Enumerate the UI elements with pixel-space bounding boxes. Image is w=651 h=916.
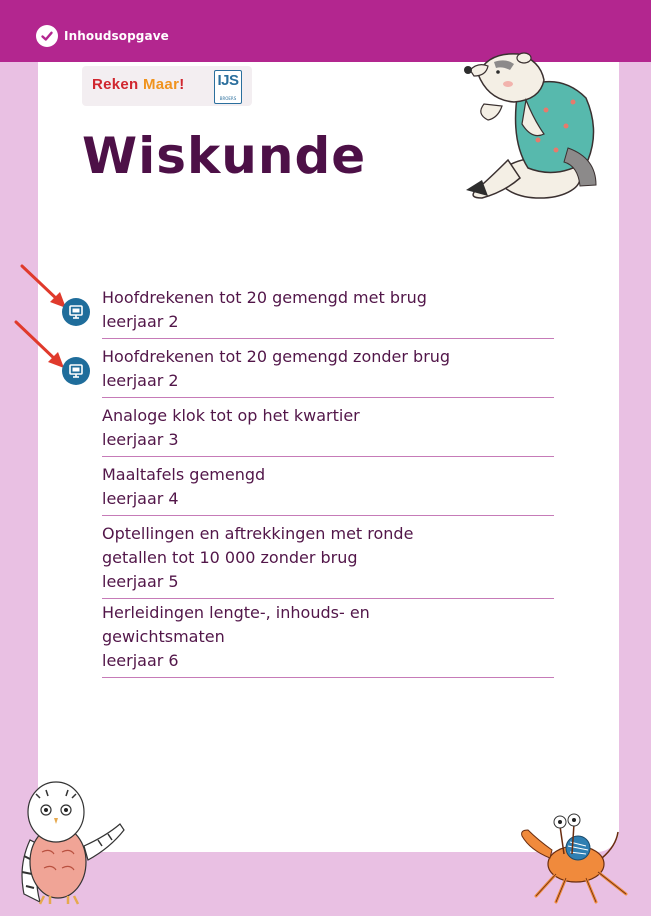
item-grade: leerjaar 5 [102, 572, 179, 591]
item-grade: leerjaar 3 [102, 430, 179, 449]
item-title: Optellingen en aftrekkingen met ronde getallen tot 10 000 zonder brug [102, 524, 414, 567]
item-title: Analoge klok tot op het kwartier [102, 406, 360, 425]
list-item[interactable] [102, 398, 554, 457]
lesson-list [102, 284, 554, 678]
table-of-contents-button[interactable] [36, 24, 169, 48]
publisher-logos [82, 66, 252, 106]
list-item[interactable] [102, 599, 432, 677]
list-item[interactable] [102, 339, 554, 398]
page-title: Wiskunde [82, 127, 367, 185]
item-title: Hoofdrekenen tot 20 gemengd zonder brug [102, 347, 451, 366]
item-grade: leerjaar 4 [102, 489, 179, 508]
list-item[interactable] [102, 516, 447, 598]
item-title: Hoofdrekenen tot 20 gemengd met brug [102, 288, 427, 307]
table-of-contents-label: Inhoudsopgave [64, 29, 169, 43]
check-circle-icon [36, 25, 58, 47]
ijs-logo: IJS BROERS [214, 70, 242, 104]
item-grade: leerjaar 6 [102, 651, 179, 670]
owl-illustration [10, 776, 130, 906]
presentation-icon[interactable] [62, 298, 90, 326]
item-title: Maaltafels gemengd [102, 465, 266, 484]
list-item[interactable] [102, 457, 554, 516]
polar-bear-illustration [448, 40, 608, 202]
reken-maar-logo: Reken Maar! [92, 76, 185, 93]
item-grade: leerjaar 2 [102, 371, 179, 390]
red-arrow-icon [14, 320, 70, 372]
item-grade: leerjaar 2 [102, 312, 179, 331]
divider [102, 677, 554, 678]
list-item[interactable] [102, 284, 554, 339]
crab-illustration [516, 806, 642, 906]
presentation-icon[interactable] [62, 357, 90, 385]
item-title: Herleidingen lengte-, inhouds- en gewichtsmaten [102, 603, 370, 646]
